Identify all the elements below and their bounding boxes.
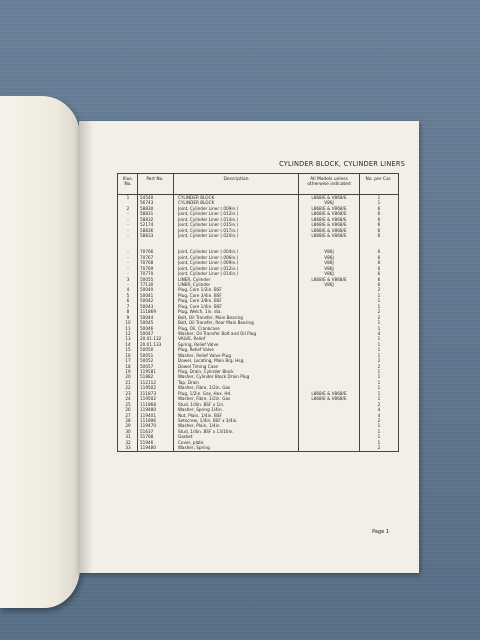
cell-models: V86J bbox=[324, 254, 334, 260]
page-number: Page 1 bbox=[372, 529, 389, 535]
cell-no-per-car: 1 bbox=[377, 303, 381, 309]
cell-models: L868/E & V868/E bbox=[311, 222, 347, 228]
cell-description: Joint, Cylinder Liner (.015in.) bbox=[178, 222, 239, 228]
cell-description: Joint, Cylinder Liner (.014in.) bbox=[178, 271, 239, 277]
cell-no-per-car: 6 bbox=[377, 233, 381, 239]
cell-part-no: 51768 bbox=[140, 434, 154, 440]
cell-illus-no: 5 bbox=[126, 292, 130, 298]
cell-part-no: 111873 bbox=[140, 390, 156, 396]
cell-no-per-car: 2 bbox=[377, 309, 381, 315]
cell-no-per-car: 6 bbox=[377, 249, 381, 255]
cell-no-per-car: 1 bbox=[377, 434, 381, 440]
cell-description: Plug, Drain, Cylinder Block bbox=[178, 369, 234, 374]
cell-no-per-car: 1 bbox=[377, 390, 381, 396]
cell-illus-no: - bbox=[127, 271, 129, 277]
cell-description: VALVE, Relief bbox=[178, 336, 206, 342]
cell-illus-no: - bbox=[127, 265, 129, 271]
cell-no-per-car: 1 bbox=[377, 298, 381, 304]
cell-no-per-car: 2 bbox=[377, 417, 381, 423]
cell-illus-no: - bbox=[127, 227, 129, 233]
cell-illus-no: 4 bbox=[126, 287, 130, 293]
cell-description: Setscrew, 1/4in. BSF x 3/4in. bbox=[178, 417, 238, 423]
cell-illus-no: 25 bbox=[125, 401, 131, 407]
cell-part-no: 51946 bbox=[140, 439, 154, 445]
cell-description: Washer, Plain, 1/4in. bbox=[178, 423, 221, 429]
cell-part-no: 119581 bbox=[140, 369, 156, 374]
parts-table bbox=[117, 173, 399, 452]
cell-models: V86J bbox=[324, 271, 334, 277]
cell-no-per-car: 6 bbox=[377, 282, 381, 287]
cell-illus-no: 9 bbox=[126, 314, 130, 320]
cell-models: V86J bbox=[324, 260, 334, 266]
cell-illus-no: 31 bbox=[125, 434, 131, 440]
cell-description: Plug, Core 3/8in. BSF bbox=[178, 298, 222, 304]
cell-illus-no: 33 bbox=[125, 445, 131, 451]
cell-part-no: 50040 bbox=[140, 287, 154, 293]
cell-illus-no: 7 bbox=[126, 303, 130, 309]
cell-illus-no: 6 bbox=[126, 298, 130, 304]
cell-no-per-car: 2 bbox=[377, 445, 381, 451]
cell-description: Tap, Drain bbox=[178, 379, 200, 385]
cell-description: Washer, Fibre, 1/2in. Gas bbox=[178, 385, 231, 391]
cell-description: Joint, Cylinder Liner (.017in.) bbox=[178, 227, 239, 233]
cell-no-per-car: 1 bbox=[377, 374, 381, 380]
cell-illus-no: - bbox=[127, 249, 129, 255]
cell-no-per-car: 6 bbox=[377, 205, 381, 211]
cell-description: LINER, Cylinder bbox=[178, 276, 211, 282]
cell-no-per-car: 6 bbox=[377, 227, 381, 233]
cell-description: Washer, Spring 1/4in. bbox=[178, 407, 223, 413]
cell-description: Plug, Welch, 1in. dia. bbox=[178, 309, 222, 315]
cell-illus-no: 18 bbox=[125, 363, 131, 369]
cell-part-no: 20.01.133 bbox=[140, 341, 162, 347]
cell-illus-no: 2 bbox=[126, 205, 130, 211]
cell-part-no: 119470 bbox=[140, 423, 156, 429]
cell-illus-no: 23 bbox=[125, 390, 131, 396]
cell-illus-no: - bbox=[127, 222, 129, 228]
cell-part-no: 50044 bbox=[140, 314, 154, 320]
cell-description: Cover, plate bbox=[178, 439, 204, 445]
cell-illus-no: 14 bbox=[125, 341, 131, 347]
cell-description: Joint, Cylinder Liner (.009in.) bbox=[178, 260, 239, 266]
cell-no-per-car: 2 bbox=[377, 287, 381, 293]
cell-illus-no: 20 bbox=[125, 374, 131, 380]
cell-no-per-car: 1 bbox=[377, 352, 381, 358]
cell-part-no: 50047 bbox=[140, 330, 154, 336]
cell-description: Gasket bbox=[178, 434, 193, 440]
cell-description: Spring, Relief Valve bbox=[178, 341, 219, 347]
cell-no-per-car: 2 bbox=[377, 314, 381, 320]
cell-part-no: 50046 bbox=[140, 325, 154, 331]
cell-no-per-car: 6 bbox=[377, 254, 381, 260]
cell-part-no: 77130 bbox=[140, 282, 154, 287]
cell-no-per-car: 4 bbox=[377, 330, 381, 336]
cell-part-no: 119480 bbox=[140, 445, 156, 451]
table-body bbox=[118, 195, 398, 451]
cell-illus-no: 26 bbox=[125, 407, 131, 413]
cell-part-no: 52174 bbox=[140, 222, 154, 228]
cell-no-per-car: 6 bbox=[377, 211, 381, 217]
cell-no-per-car: 6 bbox=[377, 276, 381, 282]
cell-models: L868/E & V868/E bbox=[311, 227, 347, 233]
cell-part-no: 50041 bbox=[140, 292, 154, 298]
cell-no-per-car: 1 bbox=[377, 292, 381, 298]
cell-no-per-car: 1 bbox=[377, 379, 381, 385]
cell-part-no: 70768 bbox=[140, 260, 154, 266]
cell-models: L868/E & V868/E bbox=[311, 216, 347, 222]
cell-part-no: 58830 bbox=[140, 205, 154, 211]
cell-description: Stud, 1/4in. BSF x 13/16in. bbox=[178, 428, 234, 434]
cell-part-no: 70767 bbox=[140, 254, 154, 260]
cell-models: L868/E & V868/E bbox=[311, 205, 347, 211]
cell-no-per-car: 1 bbox=[377, 428, 381, 434]
cell-description: Joint, Cylinder Liner (.006in.) bbox=[178, 254, 239, 260]
cell-part-no: 20.01.132 bbox=[140, 336, 162, 342]
cell-models: V86J bbox=[324, 249, 334, 255]
cell-illus-no: 13 bbox=[125, 336, 131, 342]
table-row bbox=[118, 445, 398, 450]
cell-part-no: 119401 bbox=[140, 412, 156, 418]
cell-no-per-car: 6 bbox=[377, 216, 381, 222]
cell-models: L868/E & V868/E bbox=[311, 396, 347, 402]
cell-illus-no: 8 bbox=[126, 309, 130, 315]
cell-illus-no: 22 bbox=[125, 385, 131, 391]
cell-models: V86J bbox=[324, 282, 334, 287]
cell-description: CYLINDER BLOCK bbox=[178, 195, 215, 200]
cell-description: Joint, Cylinder Liner (.009in.) bbox=[178, 205, 239, 211]
cell-no-per-car: 1 bbox=[377, 423, 381, 429]
cell-no-per-car: 1 bbox=[377, 200, 381, 206]
cell-description: Joint, Cylinder Liner (.014in.) bbox=[178, 216, 239, 222]
cell-illus-no: 32 bbox=[125, 439, 131, 445]
cell-part-no: 119502 bbox=[140, 385, 156, 391]
cell-description: Stud, 1/4in. BSF x 1in. bbox=[178, 401, 225, 407]
cell-description: Joint, Cylinder Liner (.024in.) bbox=[178, 233, 239, 239]
cell-part-no: 70769 bbox=[140, 265, 154, 271]
cell-description: Plug, Core 1/4in. BSF bbox=[178, 303, 222, 309]
cell-description: Joint, Cylinder Liner (.012in.) bbox=[178, 265, 239, 271]
cell-part-no: 111868 bbox=[140, 401, 156, 407]
cell-description: Plug, Relief Valve bbox=[178, 347, 214, 353]
cell-no-per-car: 6 bbox=[377, 265, 381, 271]
cell-description: Plug, Oil, Crankcase bbox=[178, 325, 220, 331]
cell-no-per-car: 1 bbox=[377, 369, 381, 374]
cell-part-no: 119480 bbox=[140, 407, 156, 413]
cell-part-no: 58831 bbox=[140, 211, 154, 217]
cell-no-per-car: 6 bbox=[377, 222, 381, 228]
cell-part-no: 58836 bbox=[140, 227, 154, 233]
cell-no-per-car: 1 bbox=[377, 385, 381, 391]
cell-illus-no: 28 bbox=[125, 417, 131, 423]
cell-no-per-car: 2 bbox=[377, 363, 381, 369]
cell-description: Bolt, Oil Transfer, Rear Main Bearing bbox=[178, 320, 254, 326]
cell-no-per-car: 2 bbox=[377, 401, 381, 407]
cell-illus-no: 10 bbox=[125, 320, 131, 326]
cell-illus-no: - bbox=[127, 260, 129, 266]
cell-part-no: 119502 bbox=[140, 396, 156, 402]
cell-illus-no: 16 bbox=[125, 352, 131, 358]
cell-part-no: 50042 bbox=[140, 298, 154, 304]
header-illus-no: Illus. No. bbox=[122, 177, 134, 187]
cell-illus-no: 27 bbox=[125, 412, 131, 418]
cell-models: V86J bbox=[324, 265, 334, 271]
cell-models: L868/E & V868/E bbox=[311, 195, 347, 200]
cell-description: Dowel Timing Case bbox=[178, 363, 219, 369]
cell-illus-no: - bbox=[127, 216, 129, 222]
cell-part-no: 58832 bbox=[140, 216, 154, 222]
cell-models: L868/E & V868/E bbox=[311, 390, 347, 396]
cell-description: Washer, Oil Transfer Bolt and Oil Plug bbox=[178, 330, 257, 336]
cell-description: Plug, 1/2in. Gas, Hex. Hd. bbox=[178, 390, 232, 396]
cell-description: Joint, Cylinder Liner (.004in.) bbox=[178, 249, 239, 255]
cell-part-no: 112112 bbox=[140, 379, 156, 385]
cell-illus-no: 24 bbox=[125, 396, 131, 402]
left-page-curl bbox=[0, 96, 80, 608]
cell-no-per-car: 1 bbox=[377, 320, 381, 326]
cell-models: V86J bbox=[324, 200, 334, 206]
cell-part-no: 58833 bbox=[140, 233, 154, 239]
cell-description: Dowel, Locating, Main Brg. Hsg. bbox=[178, 358, 245, 364]
cell-no-per-car: 1 bbox=[377, 439, 381, 445]
table-header bbox=[118, 174, 398, 195]
cell-part-no: 70770 bbox=[140, 271, 154, 277]
cell-models: L868/E & V868/E bbox=[311, 211, 347, 217]
cell-no-per-car: 1 bbox=[377, 336, 381, 342]
cell-illus-no: - bbox=[127, 282, 129, 287]
page-title: CYLINDER BLOCK, CYLINDER LINERS bbox=[279, 160, 405, 168]
cell-description: Washer, Cylinder Block Drain Plug bbox=[178, 374, 250, 380]
cell-part-no: 50055 bbox=[140, 276, 154, 282]
cell-no-per-car: 1 bbox=[377, 341, 381, 347]
cell-illus-no: - bbox=[127, 211, 129, 217]
cell-no-per-car: 4 bbox=[377, 407, 381, 413]
cell-description: CYLINDER BLOCK bbox=[178, 200, 215, 206]
cell-description: Plug, Core 1/2in. BSF bbox=[178, 287, 222, 293]
cell-illus-no: - bbox=[127, 254, 129, 260]
cell-part-no: 51637 bbox=[140, 428, 154, 434]
cell-illus-no: 3 bbox=[126, 276, 130, 282]
header-part-no: Part No. bbox=[146, 177, 164, 182]
cell-illus-no: 30 bbox=[125, 428, 131, 434]
cell-part-no: 50057 bbox=[140, 363, 154, 369]
cell-no-per-car: 2 bbox=[377, 358, 381, 364]
cell-part-no: 54540 bbox=[140, 195, 154, 200]
cell-no-per-car: 1 bbox=[377, 325, 381, 331]
cell-description: Washer, Fibre, 1/2in. Gas bbox=[178, 396, 231, 402]
cell-illus-no: 29 bbox=[125, 423, 131, 429]
cell-no-per-car: 6 bbox=[377, 260, 381, 266]
catalogue-page bbox=[79, 121, 419, 573]
cell-illus-no: 17 bbox=[125, 358, 131, 364]
cell-part-no: 50051 bbox=[140, 352, 154, 358]
cell-description: Nut, Plain, 1/4in. BSF bbox=[178, 412, 222, 418]
cell-illus-no: 21 bbox=[125, 379, 131, 385]
cell-illus-no: 1 bbox=[126, 195, 130, 200]
cell-description: Bolt, Oil Transfer, Main Bearing bbox=[178, 314, 243, 320]
cell-models: L868/E & V868/E bbox=[311, 276, 347, 282]
cell-models: L868/E & V868/E bbox=[311, 233, 347, 239]
header-no-per-car: No. per Car. bbox=[365, 177, 392, 182]
cell-part-no: 50050 bbox=[140, 347, 154, 353]
cell-part-no: 70766 bbox=[140, 249, 154, 255]
cell-part-no: 111896 bbox=[140, 417, 156, 423]
cell-illus-no: - bbox=[127, 233, 129, 239]
cell-illus-no: 15 bbox=[125, 347, 131, 353]
cell-illus-no: 19 bbox=[125, 369, 131, 374]
cell-illus-no: 12 bbox=[125, 330, 131, 336]
cell-part-no: 50045 bbox=[140, 320, 154, 326]
cell-no-per-car: 1 bbox=[377, 347, 381, 353]
cell-no-per-car: 4 bbox=[377, 412, 381, 418]
cell-description: LINER, Cylinder bbox=[178, 282, 211, 287]
cell-part-no: 51882 bbox=[140, 374, 154, 380]
cell-description: Joint, Cylinder Liner (.012in.) bbox=[178, 211, 239, 217]
cell-description: Washer, Spring bbox=[178, 445, 210, 451]
cell-illus-no: 11 bbox=[125, 325, 131, 331]
header-models: All Models unless otherwise indicated bbox=[307, 177, 351, 187]
cell-part-no: 111869 bbox=[140, 309, 156, 315]
cell-description: Washer, Relief Valve Plug bbox=[178, 352, 231, 358]
cell-no-per-car: 1 bbox=[377, 396, 381, 402]
header-description: Description bbox=[223, 177, 249, 182]
cell-description: Plug, Core 3/4in. BSF bbox=[178, 292, 222, 298]
cell-part-no: 50052 bbox=[140, 358, 154, 364]
cell-part-no: 56743 bbox=[140, 200, 154, 206]
cell-no-per-car: 6 bbox=[377, 271, 381, 277]
cell-no-per-car: 1 bbox=[377, 195, 381, 200]
cell-part-no: 50043 bbox=[140, 303, 154, 309]
